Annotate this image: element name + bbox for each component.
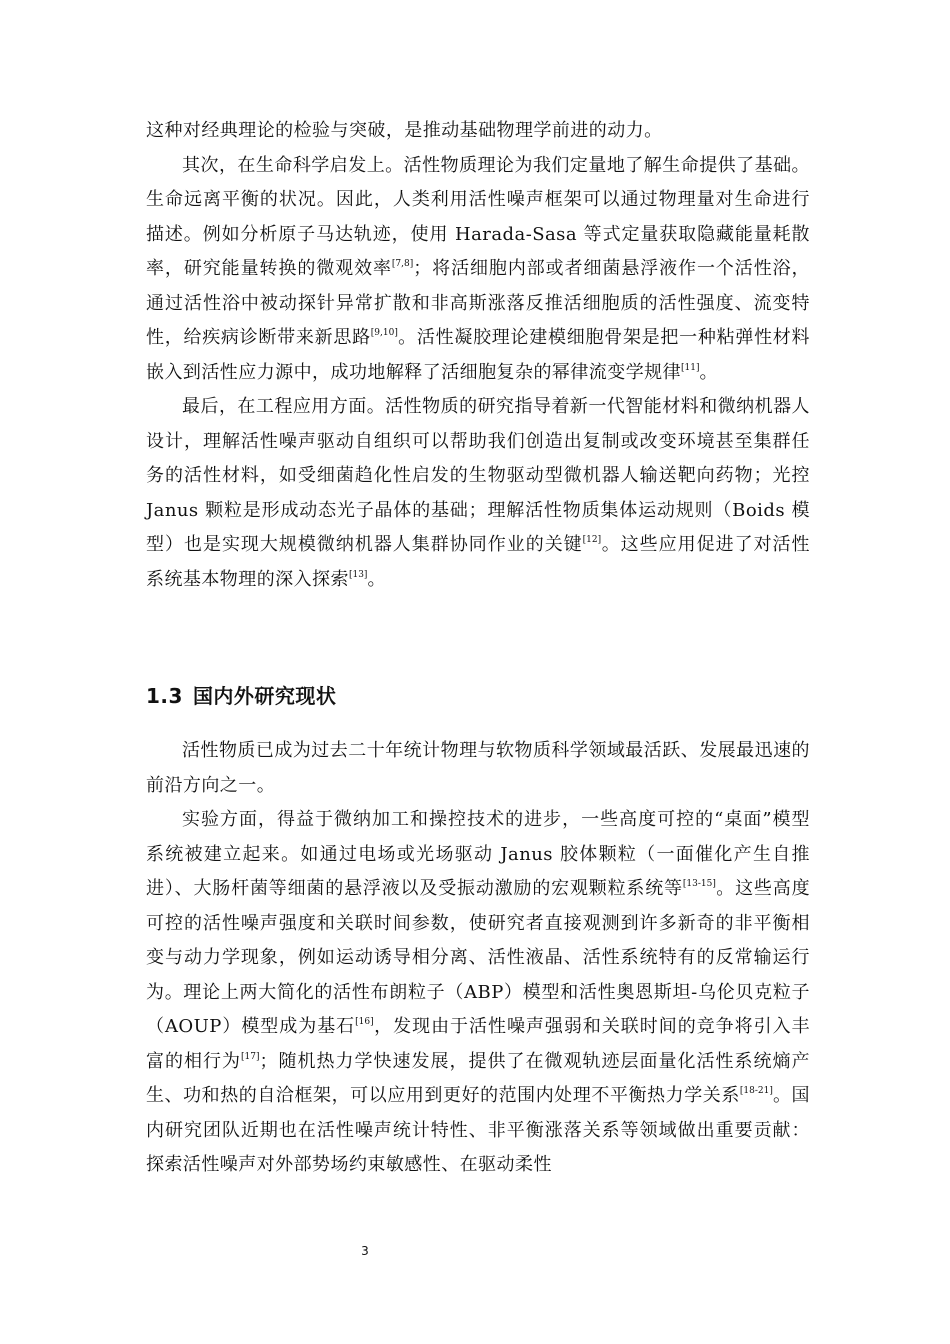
text-run: 。国内研究团队近期也在活性噪声统计特性、非平衡涨落关系等领域做出重要贡献：探索活性噪声对外部势场约束敏感性、在驱动柔性 [146, 1085, 810, 1175]
text-run: ；随机热力学快速发展，提供了在微观轨迹层面量化活性系统熵产生、功和热的自洽框架，可以应用到更好的范围内处理不平衡热力学关系 [146, 1050, 811, 1106]
paragraph [146, 114, 810, 149]
citation-ref: [11] [681, 362, 700, 373]
text-run: 。这些高度可控的活性噪声强度和关联时间参数，使研究者直接观测到许多新奇的非平衡相变与动力学现象，例如运动诱导相分离、活性液晶、活性系统特有的反常输运行为。理论上两大简化的活性布朗粒子（ABP）模型和活性奥恩斯坦-乌伦贝克粒子（AOUP）模型成为基石 [146, 878, 811, 1037]
text-run: 实验方面，得益于微纳加工和操控技术的进步，一些高度可控的“桌面”模型系统被建立起来。如通过电场或光场驱动 Janus 胶体颗粒（一面催化产生自推进）、大肠杆菌等细菌的悬浮液以及受振动激励的宏观颗粒系统等 [146, 809, 810, 899]
paragraph [146, 734, 810, 803]
section-number: 1.3 [146, 684, 183, 708]
citation-ref: [16] [355, 1017, 374, 1027]
section-heading [146, 679, 336, 713]
paragraph [146, 390, 810, 597]
body-text-upper [146, 114, 810, 597]
text-run: 。这些应用促进了对活性系统基本物理的深入探索 [146, 534, 810, 590]
text-run: 。 [699, 361, 718, 383]
section-title: 国内外研究现状 [192, 684, 337, 708]
paragraph [146, 803, 810, 1183]
text-run: 这种对经典理论的检验与突破，是推动基础物理学前进的动力。 [146, 120, 663, 141]
paragraph [146, 149, 810, 391]
page-number: 3 [361, 1244, 369, 1258]
body-text-lower [146, 734, 810, 1183]
text-run: ；将活细胞内部或者细菌悬浮液作一个活性浴，通过活性浴中被动探针异常扩散和非高斯涨落反推活细胞质的活性强度、流变特性，给疾病诊断带来新思路 [146, 258, 810, 348]
text-run: ，发现由于活性噪声强弱和关联时间的竞争将引入丰富的相行为 [146, 1016, 810, 1072]
text-run: 活性物质已成为过去二十年统计物理与软物质科学领域最活跃、发展最迅速的前沿方向之一。 [146, 740, 810, 796]
citation-ref: [17] [241, 1051, 260, 1062]
text-run: 。 [367, 568, 386, 590]
text-run: 。活性凝胶理论建模细胞骨架是把一种粘弹性材料嵌入到活性应力源中，成功地解释了活细胞复杂的幂律流变学规律 [146, 327, 810, 383]
text-run: 最后，在工程应用方面。活性物质的研究指导着新一代智能材料和微纳机器人设计，理解活性噪声驱动自组织可以帮助我们创造出复制或改变环境甚至集群任务的活性材料，如受细菌趋化性启发的生物驱动型微机器人输送靶向药物；光控 Janus 颗粒是形成动态光子晶体的基础；理解活性物质集体运动规则（Boids 模型）也是实现大规模微纳机器人集群协同作业的关键 [146, 396, 810, 555]
citation-ref: [18-21] [739, 1086, 773, 1096]
citation-ref: [13-15] [682, 879, 716, 889]
citation-ref: [7,8] [391, 259, 414, 269]
text-run: 其次，在生命科学启发上。活性物质理论为我们定量地了解生命提供了基础。生命远离平衡的状况。因此，人类利用活性噪声框架可以通过物理量对生命进行描述。例如分析原子马达轨迹，使用 Harada-Sasa 等式定量获取隐藏能量耗散率，研究能量转换的微观效率 [146, 154, 810, 279]
citation-ref: [9,10] [370, 328, 398, 338]
citation-ref: [13] [348, 569, 368, 580]
citation-ref: [12] [582, 535, 602, 545]
